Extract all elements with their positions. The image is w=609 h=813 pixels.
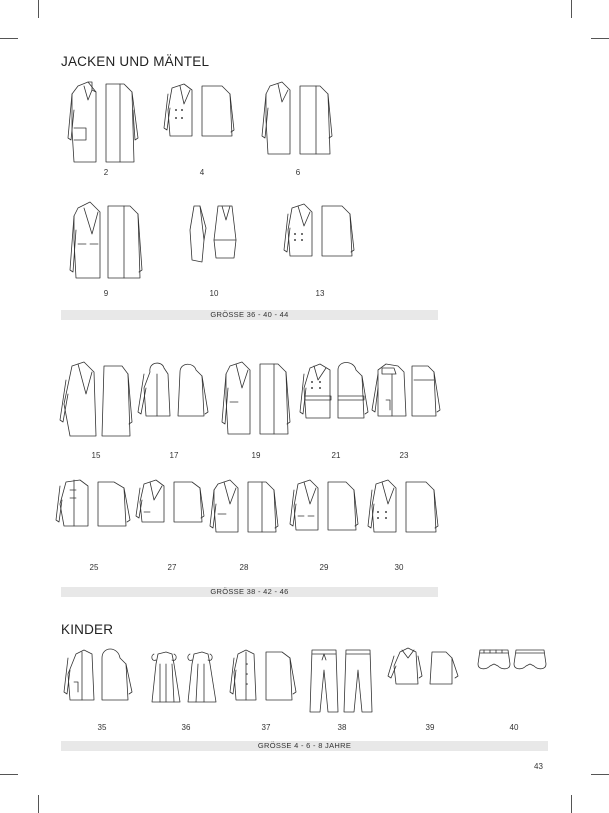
parka-sketch-icon <box>364 358 444 422</box>
item-number: 37 <box>261 723 271 732</box>
crop-mark <box>38 0 39 18</box>
coat-sketch-icon <box>66 80 146 166</box>
pattern-item-40[interactable] <box>474 644 554 674</box>
jacket-sketch-icon <box>54 476 134 530</box>
section-title-kids: KINDER <box>61 622 114 637</box>
pattern-item-25[interactable] <box>54 476 134 530</box>
item-number: 30 <box>394 563 404 572</box>
jacket-sketch-icon <box>280 200 360 260</box>
parka-sketch-icon <box>62 644 142 706</box>
item-number: 2 <box>103 168 109 177</box>
item-number: 38 <box>337 723 347 732</box>
parka-sketch-icon <box>134 358 214 422</box>
crop-mark <box>38 795 39 813</box>
crop-mark <box>0 774 18 775</box>
section-title-coats: JACKEN UND MÄNTEL <box>61 54 210 69</box>
crop-mark <box>591 774 609 775</box>
size-bar: GRÖSSE 36 - 40 - 44 <box>61 310 438 320</box>
jacket-sketch-icon <box>386 644 466 694</box>
item-number: 40 <box>509 723 519 732</box>
item-number: 19 <box>251 451 261 460</box>
item-number: 23 <box>399 451 409 460</box>
pattern-item-38[interactable] <box>306 644 386 716</box>
pattern-item-39[interactable] <box>386 644 466 694</box>
dress-sketch-icon <box>146 644 226 704</box>
item-number: 9 <box>103 289 109 298</box>
pattern-item-2[interactable] <box>66 80 146 166</box>
pattern-item-35[interactable] <box>62 644 142 706</box>
pattern-item-10[interactable] <box>174 200 254 266</box>
coat-sketch-icon <box>56 358 136 440</box>
item-number: 4 <box>199 168 205 177</box>
crop-mark <box>571 0 572 18</box>
item-number: 35 <box>97 723 107 732</box>
coat-sketch-icon <box>66 200 146 280</box>
item-number: 21 <box>331 451 341 460</box>
pattern-item-29[interactable] <box>284 476 364 536</box>
crop-mark <box>0 38 18 39</box>
item-number: 39 <box>425 723 435 732</box>
item-number: 17 <box>169 451 179 460</box>
jacket-sketch-icon <box>284 476 364 536</box>
item-number: 25 <box>89 563 99 572</box>
jacket-sketch-icon <box>132 476 212 530</box>
coat-sketch-icon <box>258 80 338 156</box>
pattern-item-17[interactable] <box>134 358 214 422</box>
item-number: 10 <box>209 289 219 298</box>
page-number: 43 <box>534 762 543 771</box>
item-number: 28 <box>239 563 249 572</box>
jacket-sketch-icon <box>162 80 242 140</box>
jacket-sketch-icon <box>204 476 284 536</box>
jacket-sketch-icon <box>364 476 444 536</box>
bloomers-sketch-icon <box>474 644 554 674</box>
pattern-item-27[interactable] <box>132 476 212 530</box>
pattern-item-6[interactable] <box>258 80 338 156</box>
pattern-item-30[interactable] <box>364 476 444 536</box>
crop-mark <box>571 795 572 813</box>
pattern-item-13[interactable] <box>280 200 360 260</box>
item-number: 29 <box>319 563 329 572</box>
pattern-item-37[interactable] <box>226 644 306 704</box>
pattern-item-9[interactable] <box>66 200 146 280</box>
pattern-item-36[interactable] <box>146 644 226 704</box>
trousers-sketch-icon <box>306 644 386 716</box>
vest-sketch-icon <box>174 200 254 266</box>
size-bar: GRÖSSE 4 - 6 - 8 JAHRE <box>61 741 548 751</box>
crop-mark <box>591 38 609 39</box>
pattern-item-15[interactable] <box>56 358 136 440</box>
item-number: 15 <box>91 451 101 460</box>
item-number: 27 <box>167 563 177 572</box>
shirt-sketch-icon <box>226 644 306 704</box>
coat-sketch-icon <box>216 358 296 438</box>
item-number: 13 <box>315 289 325 298</box>
size-bar: GRÖSSE 38 - 42 - 46 <box>61 587 438 597</box>
pattern-item-23[interactable] <box>364 358 444 422</box>
item-number: 36 <box>181 723 191 732</box>
pattern-item-28[interactable] <box>204 476 284 536</box>
pattern-item-4[interactable] <box>162 80 242 140</box>
pattern-item-19[interactable] <box>216 358 296 438</box>
item-number: 6 <box>295 168 301 177</box>
